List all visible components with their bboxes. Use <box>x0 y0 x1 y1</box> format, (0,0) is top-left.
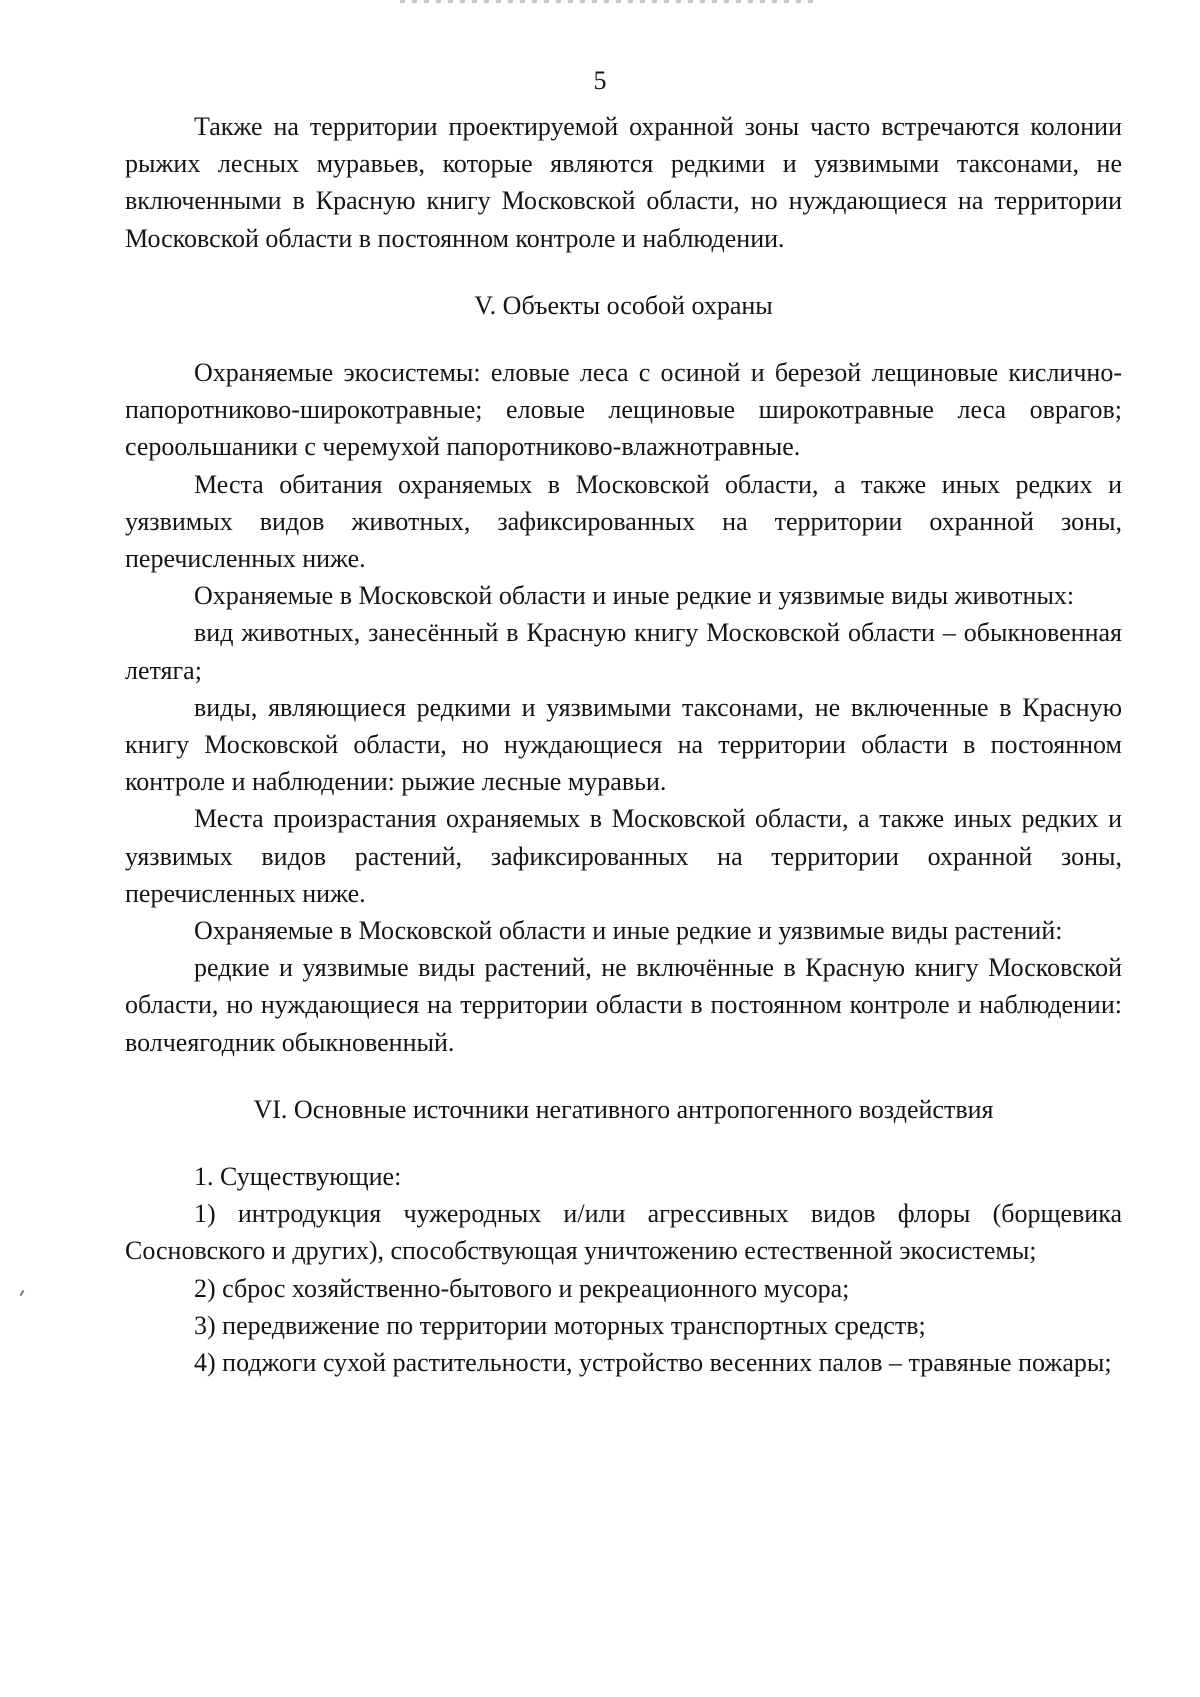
paragraph-rare-plants: редкие и уязвимые виды растений, не включённые в Красную книгу Московской области, но нуждающиеся на территории области в постоянном контроле и наблюдении: волчеягодник обыкновенный. <box>125 953 1122 1057</box>
paragraph-protected-ecosystems: Охраняемые экосистемы: еловые леса с осиной и березой лещиновые кислично-папоротниково-широкотравные; еловые лещиновые широкотравные леса оврагов; сероольшаники с черемухой папоротниково-влажнотравные. <box>125 358 1122 462</box>
paragraph-plant-habitats: Места произрастания охраняемых в Московской области, а также иных редких и уязвимых видов растений, зафиксированных на территории охранной зоны, перечисленных ниже. <box>125 804 1122 908</box>
list-item-3: 3) передвижение по территории моторных транспортных средств; <box>194 1310 926 1340</box>
list-heading-existing: 1. Существующие: <box>194 1162 402 1192</box>
paragraph-intro: Также на территории проектируемой охранной зоны часто встречаются колонии рыжих лесных муравьев, которые являются редкими и уязвимыми таксонами, не включенными в Красную книгу Московской области, но нуждающиеся на территории Московской области в постоянном контроле и наблюдении. <box>125 112 1122 253</box>
scan-artifact-tick <box>20 1290 25 1296</box>
list-item-1: 1) интродукция чужеродных и/или агрессивных видов флоры (борщевика Сосновского и других), способствующая уничтожению естественной экосистемы; <box>125 1199 1122 1266</box>
spacer <box>125 257 1122 287</box>
document-body <box>125 108 1122 1381</box>
spacer <box>125 324 1122 354</box>
list-item-4: 4) поджоги сухой растительности, устройство весенних палов – травяные пожары; <box>194 1348 1112 1378</box>
paragraph-red-book-animal: вид животных, занесённый в Красную книгу Московской области – обыкновенная летяга; <box>125 618 1122 685</box>
spacer <box>125 1061 1122 1091</box>
section-heading-5: V. Объекты особой охраны <box>474 290 773 320</box>
spacer <box>125 1128 1122 1158</box>
list-item-2: 2) сброс хозяйственно-бытового и рекреационного мусора; <box>194 1273 850 1303</box>
paragraph-protected-animals: Охраняемые в Московской области и иные редкие и уязвимые виды животных: <box>194 581 1075 611</box>
paragraph-rare-animals: виды, являющиеся редкими и уязвимыми таксонами, не включенные в Красную книгу Московской области, но нуждающиеся на территории области в постоянном контроле и наблюдении: рыжие лесные муравьи. <box>125 692 1122 797</box>
page-number: 5 <box>593 66 607 95</box>
paragraph-protected-plants: Охраняемые в Московской области и иные редкие и уязвимые виды растений: <box>194 916 1063 946</box>
paragraph-animal-habitats: Места обитания охраняемых в Московской области, а также иных редких и уязвимых видов животных, зафиксированных на территории охранной зоны, перечисленных ниже. <box>125 469 1122 574</box>
scan-artifact-top <box>400 0 820 3</box>
section-heading-6: VI. Основные источники негативного антропогенного воздействия <box>253 1094 994 1124</box>
